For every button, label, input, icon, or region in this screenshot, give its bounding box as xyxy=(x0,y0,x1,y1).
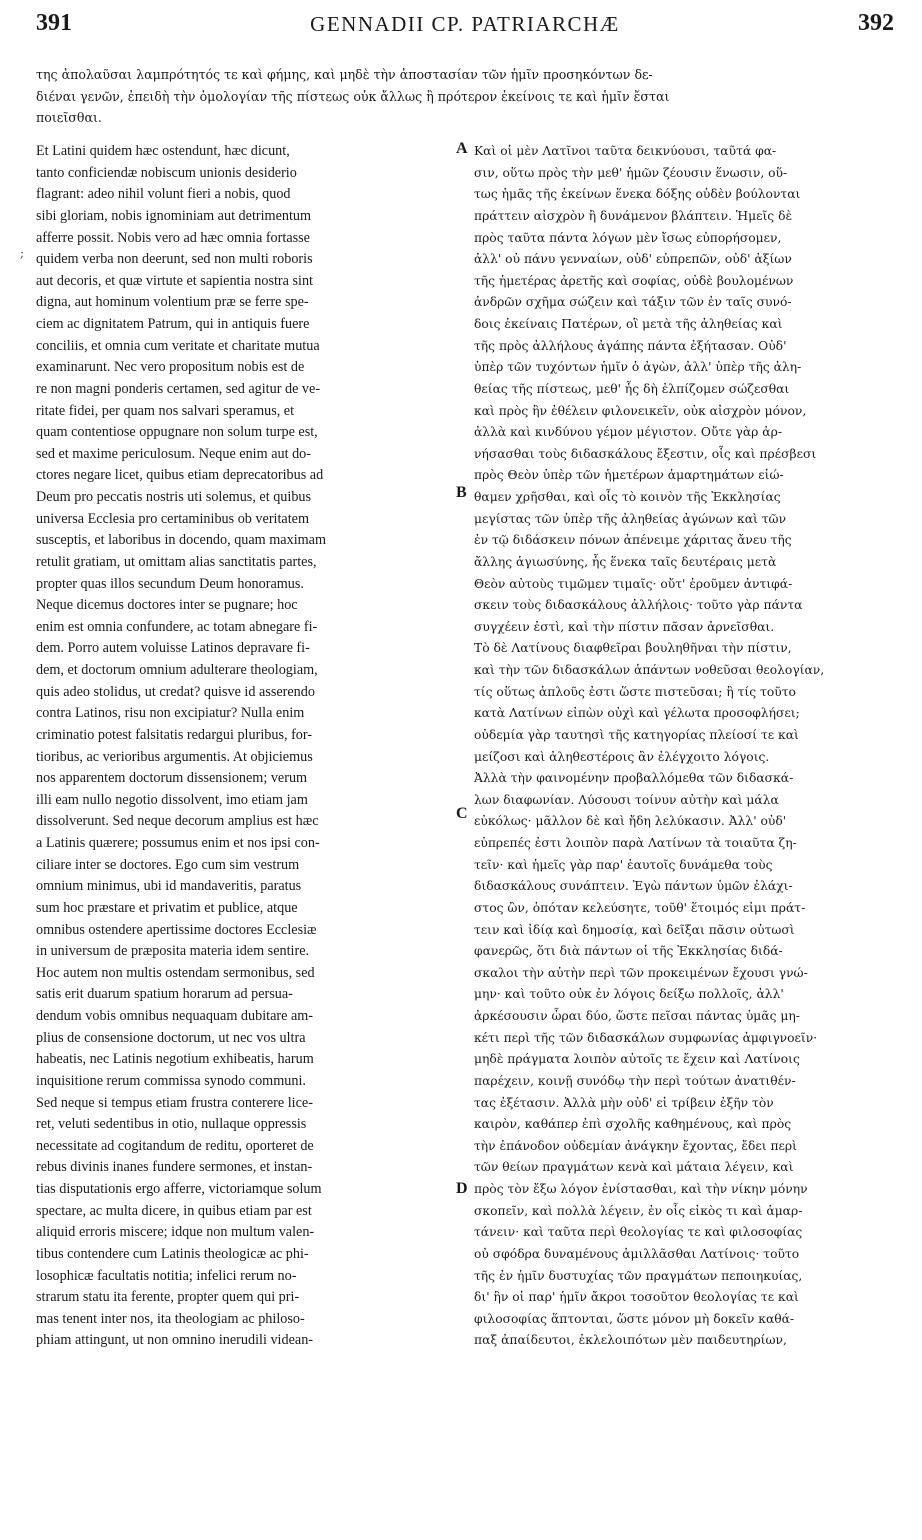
page-number-left: 391 xyxy=(36,10,72,36)
running-title: GENNADII CP. PATRIARCHÆ xyxy=(310,12,620,36)
margin-mark: ; xyxy=(20,246,25,260)
latin-column xyxy=(36,141,460,1526)
section-marker-a: A xyxy=(456,140,468,157)
page-header xyxy=(36,10,894,50)
intro-greek-block xyxy=(36,64,894,144)
page-number-right: 392 xyxy=(858,10,894,36)
greek-text: Καὶ οἱ μὲν Λατῖνοι ταῦτα δεικνύουσι, ταῦτά φα- σιν, οὕτω πρὸς τὴν μεθ' ἡμῶν ζέουσιν ἕνωσιν, οὕ- τως ἡμᾶς τῆς ἐκείνων ἕνεκα δόξης οὐδὲν βούλονται πράττειν αἰσχρὸν ἢ δυνάμενον βλάπτειν. Ἡμεῖς δὲ πρὸς ταῦτα πάντα λόγων μὲν ἴσως εὐπορήσομεν, ἀλλ' οὐ πάνυ γενναίων, οὐδ' εὐπρεπῶν, οὐδ' ἀξίων τῆς ἡμετέρας ἀρετῆς καὶ σοφίας, οὐδὲ βουλομένων ἀνδρῶν σχῆμα σώζειν καὶ τάξιν τῶν ἐν ταῖς συνό- δοις ἐκείναις Πατέρων, οἳ μετὰ τῆς ἀληθείας καὶ τῆς πρὸς ἀλλήλους ἀγάπης πάντα ἐξήτασαν. Οὐδ' ὑπὲρ τῶν τυχόντων ἡμῖν ὁ ἀγὼν, ἀλλ' ὑπὲρ τῆς ἀλη- θείας τῆς πίστεως, μεθ' ἧς δὴ ἐλπίζομεν σώζεσθαι καὶ πρὸς ἣν ἐθέλειν φιλονεικεῖν, οὐκ αἰσχρὸν μόνον, ἀλλὰ καὶ κινδύνου γέμον μέγιστον. Οὔτε γὰρ ἀρ- νήσασθαι τοὺς διδασκάλους ἔξεστιν, οἷς καὶ πρέσβεσι πρὸς Θεὸν ὑπὲρ τῶν ἡμετέρων ἁμαρτημάτων εἰώ- θαμεν χρῆσθαι, καὶ οἷς τὸ κοινὸν τῆς Ἐκκλησίας μεγίστας τῶν ὑπὲρ τῆς ἀληθείας ἀγώνων καὶ τῶν ἐν τῷ διδάσκειν πόνων ἀπένειμε χάριτας ἄνευ τῆς ἄλλης ἁγιωσύνης, ἧς ἕνεκα ταῖς δευτέραις μετὰ Θεὸν αὐτοὺς τιμῶμεν τιμαῖς· οὔτ' ἐροῦμεν ἀντιφά- σκειν τοὺς διδασκάλους ἀλλήλοις· τοῦτο γὰρ πάντα συγχέειν ἐστὶ, καὶ τὴν πίστιν πᾶσαν ἀρνεῖσθαι. Τὸ δὲ Λατίνους διαφθεῖραι βουληθῆναι τὴν πίστιν, καὶ τὴν τῶν διδασκάλων ἁπάντων νοθεῦσαι θεολογίαν, τίς οὕτως ἁπλοῦς ἐστι ὥστε πιστεῦσαι; ἢ τίς τοῦτο κατὰ Λατίνων εἰπὼν οὐχὶ καὶ γέλωτα προσοφλήσει; οὐδεμία γὰρ ταυτησὶ τῆς κατηγορίας πλείοσί τε καὶ μείζοσι καὶ ἀληθεστέροις ἂν ἐλέγχοιτο λόγοις. Ἀλλὰ τὴν φαινομένην προβαλλόμεθα τῶν διδασκά- λων διαφωνίαν. Λύσουσι τοίνυν αὐτὴν καὶ μάλα εὐκόλως· μᾶλλον δὲ καὶ ἤδη λελύκασιν. Ἀλλ' οὐδ' εὐπρεπές ἐστι λοιπὸν παρὰ Λατίνων τὰ τοιαῦτα ζη- τεῖν· καὶ ἡμεῖς γὰρ παρ' ἑαυτοῖς δυνάμεθα τοὺς διδασκάλους συνάπτειν. Ἐγὼ πάντων ὑμῶν ἐλάχι- στος ὢν, ὁπόταν κελεύσητε, τοῦθ' ἕτοιμός εἰμι πράτ- τειν καὶ ἰδίᾳ καὶ δημοσίᾳ, καὶ δεῖξαι πᾶσιν οὑτωσὶ φανερῶς, ὅτι διὰ πάντων οἱ τῆς Ἐκκλησίας διδά- σκαλοι τὴν αὐτὴν περὶ τῶν προκειμένων ἔχουσι γνώ- μην· καὶ τοῦτο οὐκ ἐν λόγοις δείξω πολλοῖς, ἀλλ' ἀρκέσουσιν ὧραι δύο, ὥστε πεῖσαι πάντας ὑμᾶς μη- κέτι περὶ τῆς τῶν διδασκάλων συμφωνίας ἀμφιγνοεῖν· μηδὲ πράγματα λοιπὸν αὐτοῖς τε ἔχειν καὶ Λατίνοις παρέχειν, κοινῇ συνόδῳ τὴν περὶ τούτων ἀνατιθέν- τας ἐξέτασιν. Ἀλλὰ μὴν οὐδ' εἰ τρίβειν ἐξῆν τὸν καιρὸν, καθάπερ ἐπὶ σχολῆς καθημένους, καὶ πρὸς τὴν ἐπάνοδον οὐδεμίαν ἀνάγκην ἔχοντας, ἔδει περὶ τῶν θείων πραγμάτων κενὰ καὶ μάταια λέγειν, καὶ πρὸς τὸν ἔξω λόγον ἐνίστασθαι, καὶ τὴν νίκην μόνην σκοπεῖν, καὶ πολλὰ λέγειν, ἐν οἷς εἰκὸς τι καὶ ἁμαρ- τάνειν· καὶ ταῦτα περὶ θεολογίας τε καὶ φιλοσοφίας οὐ σφόδρα δυναμένους ἁμιλλᾶσθαι Λατίνοις· τοῦτο τῆς ἐν ἡμῖν δυστυχίας τῶν πραγμάτων πεποιηκυίας, δι' ἣν οἱ παρ' ἡμῖν ἄκροι τοσοῦτον θεολογίας τε καὶ φιλοσοφίας ἅπτονται, ὥστε μόνον μὴ δοκεῖν καθά- παξ ἀπαίδευτοι, ἐκλελοιπότων μὲν παιδευτηρίων, xyxy=(474,144,825,1348)
intro-greek-text: της ἀπολαῦσαι λαμπρότητός τε καὶ φήμης, καὶ μηδὲ τὴν ἀποστασίαν τῶν ἡμῖν προσηκόντων δε- διέναι γενῶν, ἐπειδὴ τὴν ὁμολογίαν τῆς πίστεως οὐκ ἄλλως ἢ πρότερον ἐκείνοις τε καὶ ἡμῖν ἔσται ποιεῖσθαι. xyxy=(36,67,670,126)
greek-column xyxy=(474,141,894,1526)
section-marker-d: D xyxy=(456,1180,468,1197)
section-marker-b: B xyxy=(456,484,467,501)
section-marker-c: C xyxy=(456,805,468,822)
latin-text: Et Latini quidem hæc ostendunt, hæc dicunt, tanto conficiendæ nobiscum unionis desiderio flagrant: adeo nihil volunt fieri a nobis, quod sibi gloriam, nobis ignominiam aut detrimentum afferre possit. Nobis vero ad hæc omnia fortasse quidem verba non deerunt, sed non multi roboris aut decoris, et quæ virtute et sapientia nostra sint digna, aut hominum volentium præ se ferre spe- ciem ac dignitatem Patrum, qui in antiquis fuere conciliis, et omnia cum veritate et charitate mutua examinarunt. Nec vero propositum nobis est de re non magni ponderis certamen, sed agitur de ve- ritate fidei, per quam nos salvari speramus, et quam contentiose oppugnare non solum turpe est, sed et maxime periculosum. Neque enim aut do- ctores negare licet, quibus etiam deprecatoribus ad Deum pro peccatis nostris uti solemus, et quibus universa Ecclesia pro certaminibus ob veritatem susceptis, et laboribus in docendo, quam maximam retulit gratiam, ut omittam alias sanctitatis partes, propter quas illos secundum Deum honoramus. Neque dicemus doctores inter se pugnare; hoc enim est omnia confundere, ac totam abnegare fi- dem. Porro autem voluisse Latinos depravare fi- dem, et doctorum omnium adulterare theologiam, quis adeo stolidus, ut credat? quisve id asserendo contra Latinos, risu non excipiatur? Nulla enim criminatio potest falsitatis redargui pluribus, for- tioribus, ac verioribus argumentis. At objiciemus nos apparentem doctorum dissensionem; verum illi eam nullo negotio dissolvent, imo etiam jam dissolverunt. Sed neque decorum amplius est hæc a Latinis quærere; possumus enim et nos ipsi con- ciliare inter se doctores. Ego cum sim vestrum omnium minimus, ubi id mandaveritis, paratus sum hoc præstare et privatim et publice, atque omnibus ostendere apertissime doctores Ecclesiæ in universum de præposita materia idem sentire. Hoc autem non multis ostendam sermonibus, sed satis erit duarum spatium horarum ad persua- dendum vobis omnibus nequaquam dubitare am- plius de consensione doctorum, ut nec vos ultra habeatis, nec Latinis negotium exhibeatis, harum inquisitione rerum commissa synodo communi. Sed neque si tempus etiam frustra conterere lice- ret, veluti sedentibus in otio, nullaque oppressis necessitate ad cogitandum de reditu, oporteret de rebus divinis inanes fundere sermones, et instan- tias disputationis ergo afferre, victoriamque solum spectare, ac multa dicere, in quibus etiam par est aliquid erroris miscere; idque non multum valen- tibus contendere cum Latinis theologicæ ac phi- losophicæ facultatis notitia; infelici rerum no- strarum statu ita ferente, propter quem qui pri- mas tenent inter nos, ita theologiam ac philoso- phiam attingunt, ut non omnino inerudili videan- xyxy=(36,143,326,1349)
